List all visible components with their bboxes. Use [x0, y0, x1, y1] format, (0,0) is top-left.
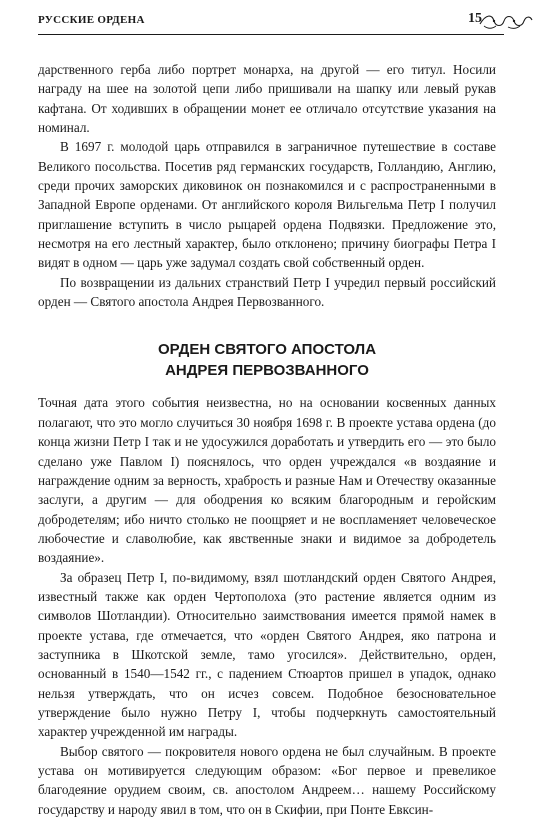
running-head: РУССКИЕ ОРДЕНА	[38, 14, 145, 26]
paragraph: дарственного герба либо портрет монарха, на другой — его титул. Носили награду на шее на золотой цепи либо пришивали на шапку или левый рукав кафтана. От ходивших в обращении монет ее отличало отсутствие указания на номинал.	[38, 62, 496, 136]
paragraph: По возвращении из дальних странствий Петр I учредил первый российский орден — Святого апостола Андрея Первозванного.	[38, 274, 496, 310]
paragraph: За образец Петр I, по-видимому, взял шотландский орден Святого Андрея, известный также как орден Чертополоха (это растение является одним из символов Шотландии). Относительно заимствования имеется прямой намек в проекте устава, где отмечается, что «орден Святого Андрея, яко патрона и заступника в Шкотской земле, тамо угосился». Действительно, орден, основанный в 1540—1542 гг., с падением Стюартов пришел в упадок, однако нельзя утверждать, что он исчез совсем. Подобное безосновательное утверждение было нужно Петру I, чтобы подчеркнуть самостоятельный характер учрежденной им награды.	[38, 569, 496, 740]
body-text	[38, 60, 496, 819]
section-heading-line: АНДРЕЯ ПЕРВОЗВАННОГО	[165, 362, 369, 380]
paragraph: В 1697 г. молодой царь отправился в заграничное путешествие в составе Великого посольства. Посетив ряд германских государств, Голландию, Англию, среди прочих заморских диковинок он познакомился и с распространенными в Западной Европе орденами. От английского короля Вильгельма Петр I получил приглашение вступить в число рыцарей ордена Подвязки. Предложение это, несмотря на его лестный характер, было отклонено; причину биографы Петра I видят в одном — царь уже задумал создать свой собственный орден.	[38, 139, 496, 271]
paragraph: Точная дата этого события неизвестна, но на основании косвенных данных полагают, что это могло случиться 30 ноября 1698 г. В проекте устава ордена (до конца жизни Петр I так и не удосужился доработать и утвердить его — это было сделано уже Павлом I) пояснялось, что орден учреждался «в воздаяние и награждение одним за верность, храбрость и разные Нам и Отечеству оказанные заслуги, а другим — для ободрения ко всяким благородным и геройским добродетелям; ибо ничто столько не поощряет и не воспламеняет человеческое любочестие и славолюбие, как явственные знаки и видимое за добродетель воздаяние».	[38, 395, 496, 566]
page-number: 15	[468, 11, 482, 26]
paragraph: Выбор святого — покровителя нового ордена не был случайным. В проекте устава он мотивируется следующим образом: «Бог первое и превеликое благодеяние орудием своим, св. апостолом Андреем… нашему Российскому государству и народу явил в том, что он в Скифии, при Понте Евксин-	[38, 743, 496, 817]
section-heading	[38, 339, 496, 381]
flourish-ornament-icon	[478, 12, 534, 30]
page-header	[38, 10, 504, 32]
header-rule	[38, 34, 504, 35]
section-heading-line: ОРДЕН СВЯТОГО АПОСТОЛА	[157, 341, 377, 359]
